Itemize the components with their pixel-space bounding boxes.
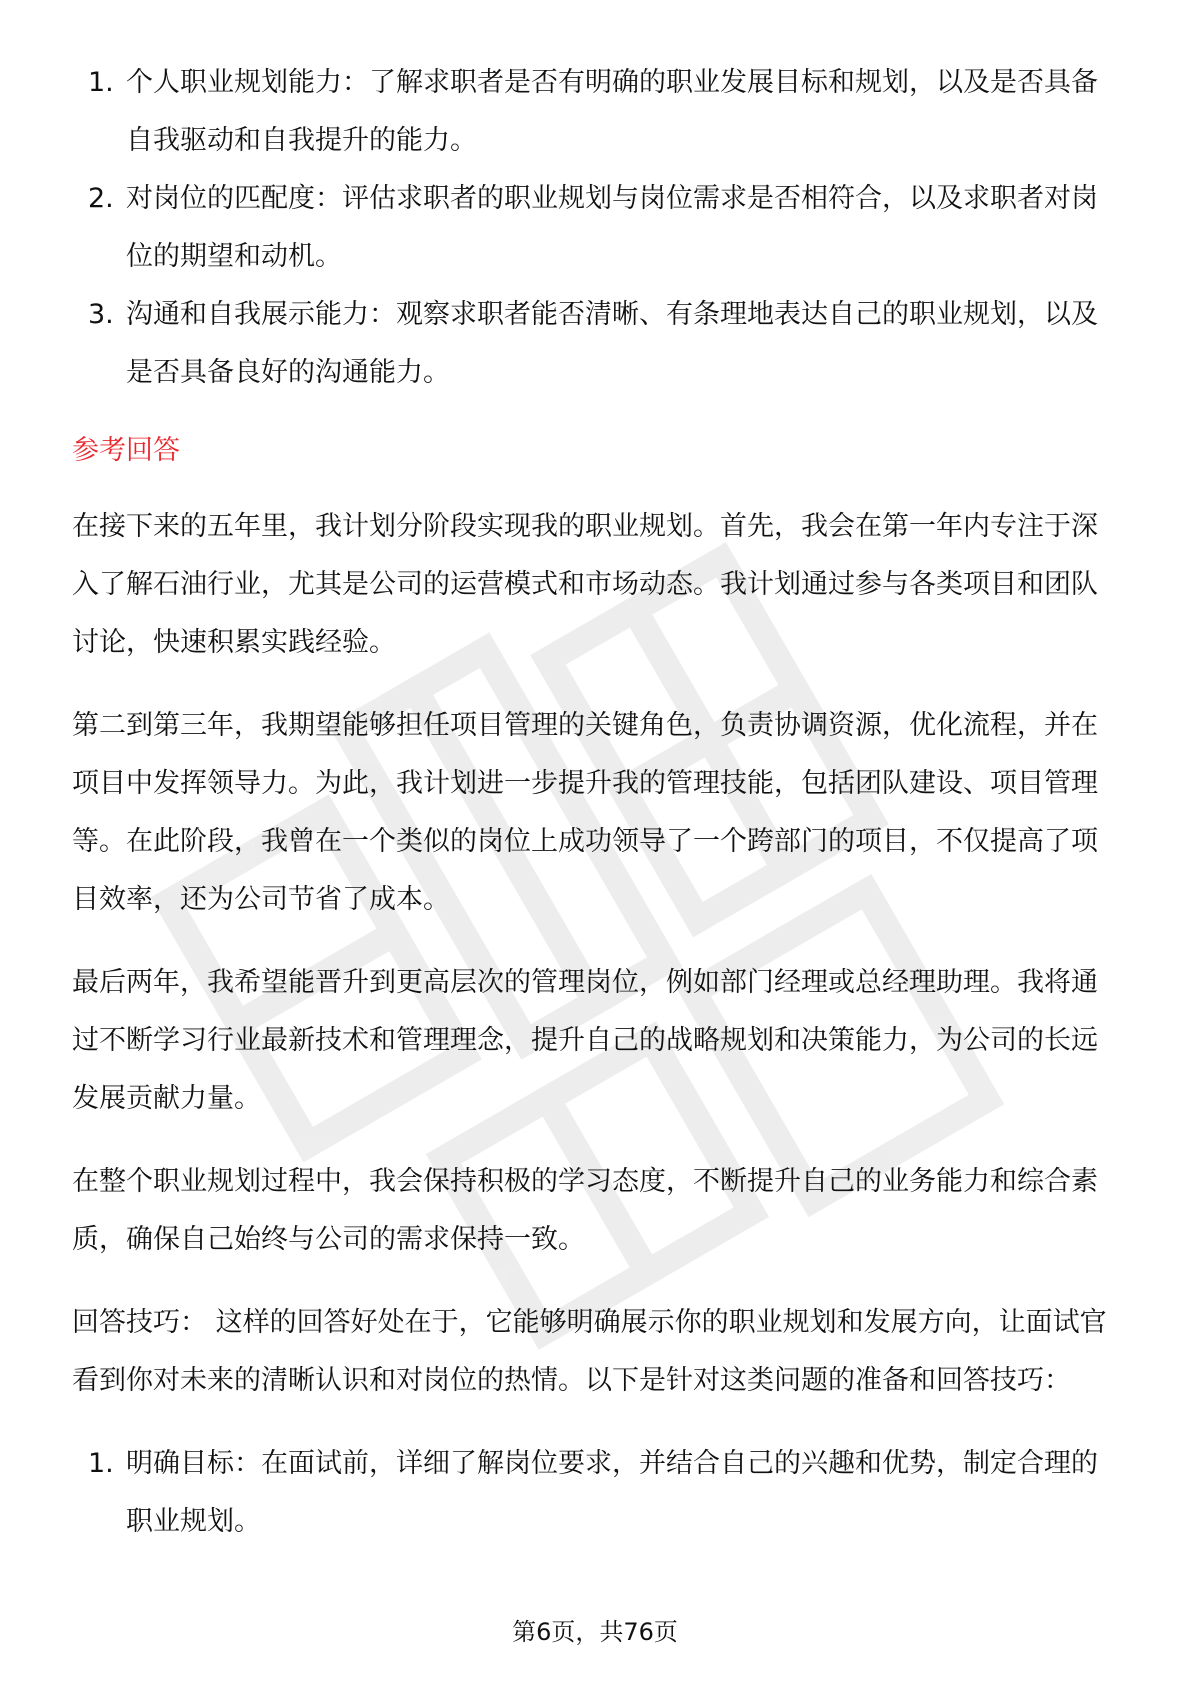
list-item: [72, 54, 1122, 170]
page-number-footer: 第6页，共76页: [512, 1618, 678, 1646]
list-text: 对岗位的匹配度：评估求职者的职业规划与岗位需求是否相符合，以及求职者对岗位的期望和动机。: [126, 183, 1098, 272]
criteria-list: [72, 54, 1122, 402]
answer-paragraph-1: 在接下来的五年里，我计划分阶段实现我的职业规划。首先，我会在第一年内专注于深入了解石油行业，尤其是公司的运营模式和市场动态。我计划通过参与各类项目和团队讨论，快速积累实践经验。: [72, 511, 1098, 658]
answer-paragraph-3: 最后两年，我希望能晋升到更高层次的管理岗位，例如部门经理或总经理助理。我将通过不断学习行业最新技术和管理理念，提升自己的战略规划和决策能力，为公司的长远发展贡献力量。: [72, 967, 1098, 1114]
list-text: 明确目标：在面试前，详细了解岗位要求，并结合自己的兴趣和优势，制定合理的职业规划。: [126, 1448, 1098, 1537]
list-text: 个人职业规划能力：了解求职者是否有明确的职业发展目标和规划，以及是否具备自我驱动和自我提升的能力。: [126, 67, 1098, 156]
list-number: 1.: [88, 1448, 114, 1479]
answer-paragraph-2: 第二到第三年，我期望能够担任项目管理的关键角色，负责协调资源，优化流程，并在项目中发挥领导力。为此，我计划进一步提升我的管理技能，包括团队建设、项目管理等。在此阶段，我曾在一个类似的岗位上成功领导了一个跨部门的项目，不仅提高了项目效率，还为公司节省了成本。: [72, 710, 1098, 915]
list-number: 3.: [88, 299, 114, 330]
list-text: 沟通和自我展示能力：观察求职者能否清晰、有条理地表达自己的职业规划，以及是否具备良好的沟通能力。: [126, 299, 1098, 388]
answer-paragraph-4: 在整个职业规划过程中，我会保持积极的学习态度，不断提升自己的业务能力和综合素质，确保自己始终与公司的需求保持一致。: [72, 1166, 1098, 1255]
list-item: [72, 286, 1122, 402]
section-heading-reference-answer: 参考回答: [72, 435, 180, 466]
list-number: 2.: [88, 183, 114, 214]
answer-tips-paragraph: 回答技巧： 这样的回答好处在于，它能够明确展示你的职业规划和发展方向，让面试官看到你对未来的清晰认识和对岗位的热情。以下是针对这类问题的准备和回答技巧：: [72, 1307, 1107, 1396]
page-content: [72, 54, 1122, 1551]
list-number: 1.: [88, 67, 114, 98]
tips-list: [72, 1435, 1122, 1551]
list-item: [72, 170, 1122, 286]
list-item: [72, 1435, 1122, 1551]
